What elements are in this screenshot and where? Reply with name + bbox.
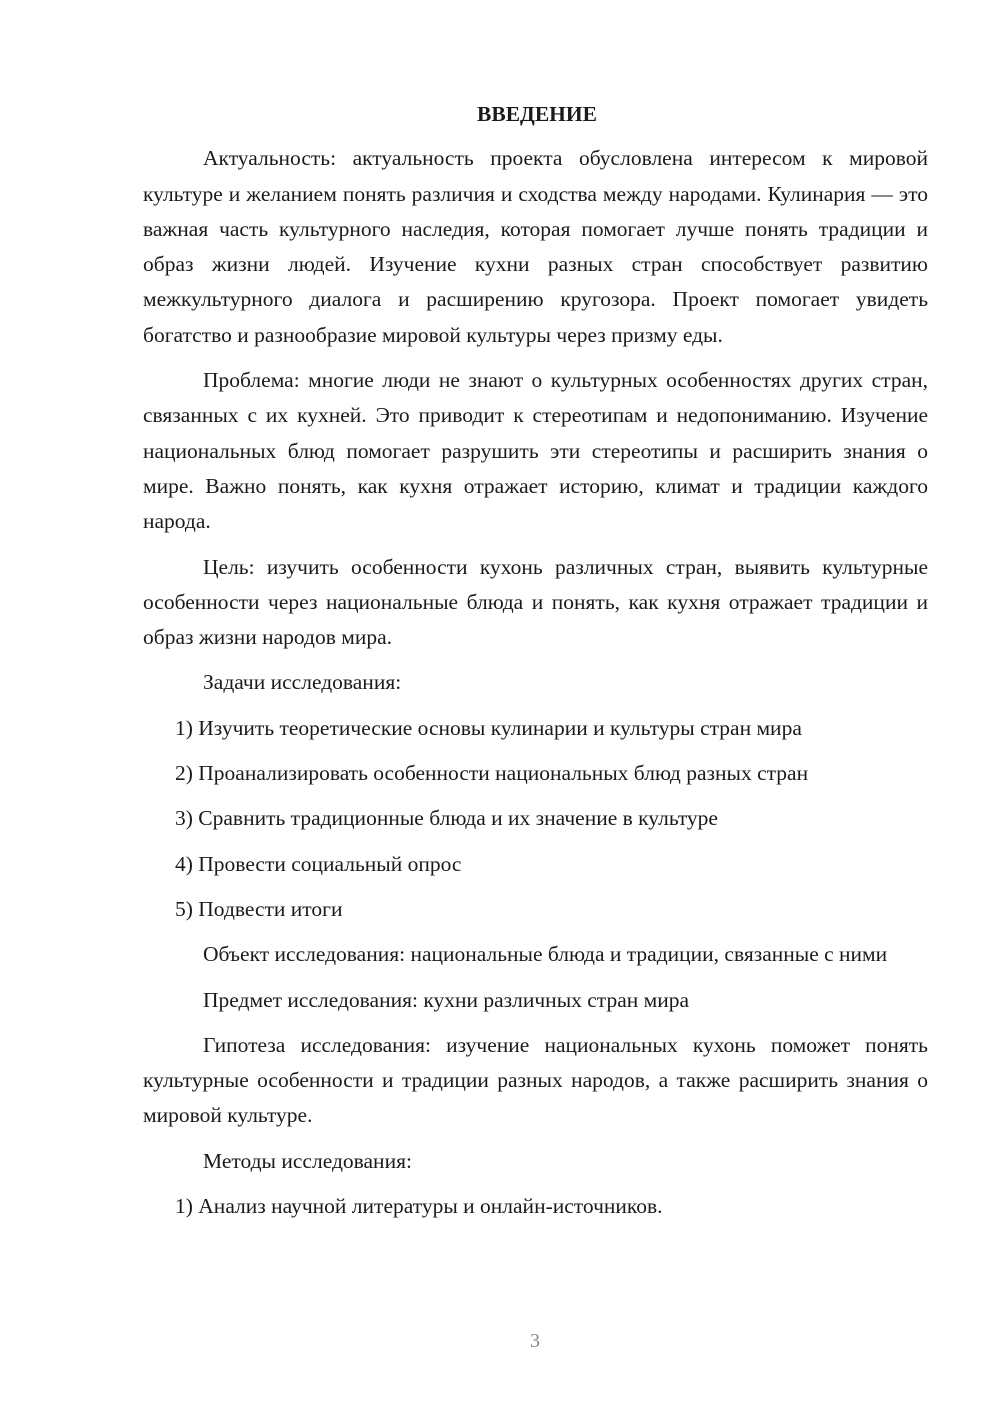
goal-paragraph: Цель: изучить особенности кухонь различных стран, выявить культурные особенности через национальные блюда и понять, как кухня отражает традиции и образ жизни народов мира. [143, 554, 928, 650]
subject-paragraph: Предмет исследования: кухни различных стран мира [203, 987, 690, 1012]
problem-paragraph: Проблема: многие люди не знают о культурных особенностях других стран, связанных с их кухней. Это приводит к стереотипам и недопониманию. Изучение национальных блюд помогает разрушить эти стереотипы и расширить знания о мире. Важно понять, как кухня отражает историю, климат и традиции каждого народа. [143, 368, 928, 534]
hypothesis-paragraph: Гипотеза исследования: изучение национальных кухонь поможет понять культурные особенности и традиции разных народов, а также расширить знания о мировой культуре. [143, 1032, 928, 1128]
method-item-1: 1) Анализ научной литературы и онлайн-источников. [175, 1194, 663, 1219]
object-paragraph: Объект исследования: национальные блюда и традиции, связанные с ними [203, 942, 888, 967]
section-title: ВВЕДЕНИЕ [477, 102, 597, 126]
task-item-1: 1) Изучить теоретические основы кулинарии и культуры стран мира [175, 715, 802, 740]
methods-heading: Методы исследования: [203, 1148, 412, 1173]
tasks-heading: Задачи исследования: [203, 670, 402, 695]
task-item-3: 3) Сравнить традиционные блюда и их значение в культуре [175, 806, 718, 831]
relevance-paragraph: Актуальность: актуальность проекта обусловлена интересом к мировой культуре и желанием понять различия и сходства между народами. Кулинария — это важная часть культурного наследия, которая помогает лучше понять традиции и образ жизни людей. Изучение кухни разных стран способствует развитию межкультурного диалога и расширению кругозора. Проект помогает увидеть богатство и разнообразие мировой культуры через призму еды. [143, 146, 928, 347]
document-body [143, 97, 928, 1234]
task-item-4: 4) Провести социальный опрос [175, 851, 462, 876]
task-item-5: 5) Подвести итоги [175, 896, 343, 921]
page-number: 3 [530, 1330, 540, 1352]
task-item-2: 2) Проанализировать особенности национальных блюд разных стран [175, 761, 809, 786]
